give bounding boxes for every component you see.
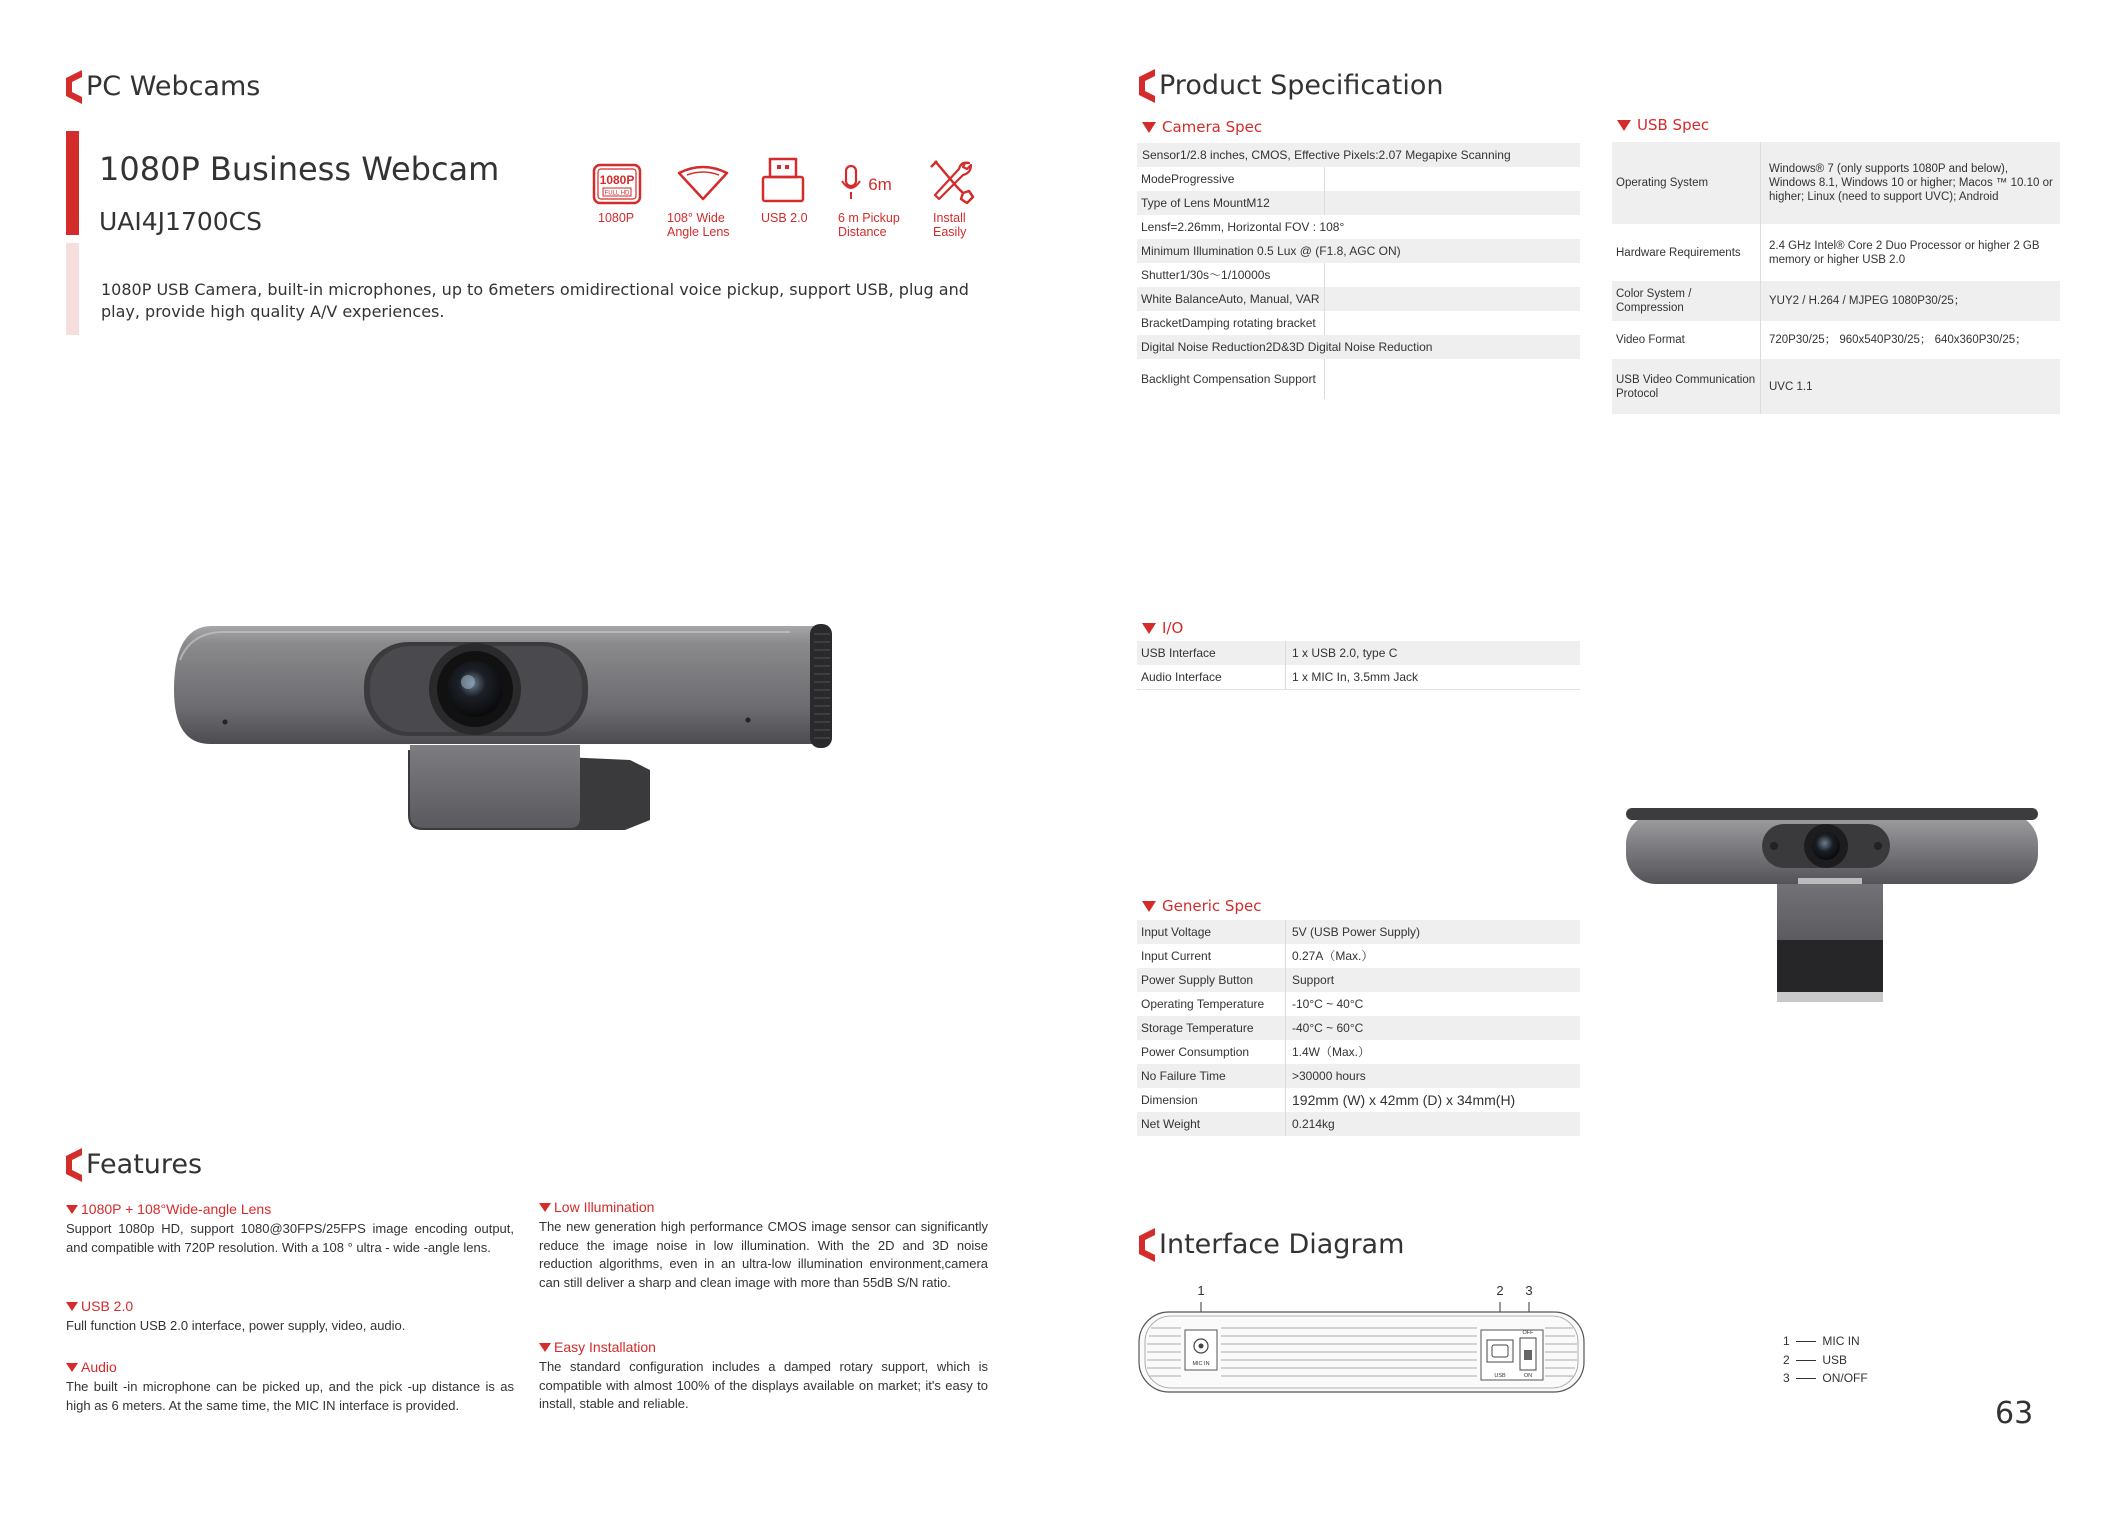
io-title: I/O bbox=[1142, 619, 1183, 637]
callout-number: 3 bbox=[1525, 1283, 1533, 1298]
table-row: Input Voltage 5V (USB Power Supply) bbox=[1137, 920, 1580, 944]
callout-number: 1 bbox=[1197, 1283, 1205, 1298]
badge-label-pickup: 6 m Pickup Distance bbox=[838, 211, 900, 239]
brand-logo-icon bbox=[62, 66, 84, 106]
camera-spec-title: Camera Spec bbox=[1142, 118, 1262, 136]
table-row: Input Current 0.27A（Max.） bbox=[1137, 944, 1580, 968]
table-row: ModeProgressive bbox=[1137, 167, 1580, 191]
usb-spec-title: USB Spec bbox=[1617, 116, 1709, 134]
camera-spec-table bbox=[1137, 143, 1580, 399]
section-title-product-spec: Product Specification bbox=[1135, 65, 1443, 105]
product-model: UAI4J1700CS bbox=[99, 207, 263, 236]
table-row: Digital Noise Reduction2D&3D Digital Noise Reduction bbox=[1137, 335, 1580, 359]
page-number: 63 bbox=[1995, 1396, 2034, 1431]
feature-text: The standard configuration includes a damped rotary support, which is compatible with almost 100% of the displays available on market; it's easy to install, stable and reliable. bbox=[539, 1359, 988, 1411]
table-row: Color System / Compression YUY2 / H.264 / MJPEG 1080P30/25； bbox=[1612, 281, 2060, 321]
table-row: No Failure Time >30000 hours bbox=[1137, 1064, 1580, 1088]
badge-label-install: Install Easily bbox=[933, 211, 967, 239]
usb-icon bbox=[758, 156, 808, 208]
feature-title: Low Illumination bbox=[539, 1199, 654, 1215]
svg-text:FULL HD: FULL HD bbox=[604, 190, 630, 197]
table-row: Operating System Windows® 7 (only supports 1080P and below), Windows 8.1, Windows 10 or higher; Macos ™ 10.10 or higher; Linux (need to support UVC); Android bbox=[1612, 142, 2060, 224]
generic-spec-table bbox=[1137, 920, 1580, 1136]
badge-label-usb: USB 2.0 bbox=[761, 211, 808, 225]
section-title-interface-diagram: Interface Diagram bbox=[1135, 1224, 1404, 1264]
feature-text: The new generation high performance CMOS image sensor can significantly reduce the image noise in low illumination. With the 2D and 3D noise reduction algorithms, even in an ultra-low illumination environment,camera can still deliver a sharp and clean image with more than 55dB S/N ratio. bbox=[539, 1219, 988, 1290]
diagram-legend bbox=[1783, 1332, 1868, 1388]
svg-text:6m: 6m bbox=[868, 175, 892, 194]
webcam-product-image bbox=[170, 620, 850, 844]
product-description: 1080P USB Camera, built-in microphones, up to 6meters omidirectional voice pickup, support USB, plug and play, provide high quality A/V experiences. bbox=[101, 280, 969, 321]
table-row: Type of Lens MountM12 bbox=[1137, 191, 1580, 215]
accent-bar-pale bbox=[66, 243, 79, 335]
section-title-pc-webcams: PC Webcams bbox=[62, 66, 260, 106]
feature-text: Support 1080p HD, support 1080@30FPS/25FPS image encoding output, and compatible with 720P resolution. With a 108 ° ultra - wide -angle lens. bbox=[66, 1221, 514, 1255]
feature-title: Audio bbox=[66, 1359, 117, 1375]
legend-item: 3 ON/OFF bbox=[1783, 1371, 1868, 1385]
brand-logo-icon bbox=[1135, 1224, 1157, 1264]
table-row: Hardware Requirements 2.4 GHz Intel® Core 2 Duo Processor or higher 2 GB memory or higher USB 2.0 bbox=[1612, 224, 2060, 281]
1080p-full-hd-icon bbox=[592, 163, 642, 209]
table-row: Audio Interface 1 x MIC In, 3.5mm Jack bbox=[1137, 665, 1580, 689]
diagram-port-label: OFF bbox=[1522, 1330, 1534, 1336]
table-row: Shutter1/30s～1/10000s bbox=[1137, 263, 1580, 287]
table-row: USB Interface 1 x USB 2.0, type C bbox=[1137, 641, 1580, 665]
feature-title: 1080P + 108°Wide-angle Lens bbox=[66, 1201, 271, 1217]
interface-diagram bbox=[1137, 1280, 1587, 1404]
microphone-icon bbox=[840, 163, 900, 209]
product-name: 1080P Business Webcam bbox=[99, 150, 500, 188]
callout-number: 2 bbox=[1496, 1283, 1504, 1298]
table-row: Net Weight 0.214kg bbox=[1137, 1112, 1580, 1136]
section-title-features: Features bbox=[62, 1144, 202, 1184]
table-row: Power Supply Button Support bbox=[1137, 968, 1580, 992]
table-row: BracketDamping rotating bracket bbox=[1137, 311, 1580, 335]
table-divider bbox=[1137, 689, 1580, 690]
wide-angle-icon bbox=[675, 163, 731, 209]
table-row: White BalanceAuto, Manual, VAR bbox=[1137, 287, 1580, 311]
accent-bar bbox=[66, 131, 79, 235]
tools-icon bbox=[927, 157, 977, 211]
svg-text:1080P: 1080P bbox=[599, 173, 635, 187]
feature-title: USB 2.0 bbox=[66, 1298, 133, 1314]
table-row: Lensf=2.26mm, Horizontal FOV : 108° bbox=[1141, 220, 1345, 234]
diagram-port-label: MIC IN bbox=[1192, 1361, 1210, 1367]
feature-title: Easy Installation bbox=[539, 1339, 656, 1355]
table-row: Sensor1/2.8 inches, CMOS, Effective Pixels:2.07 Megapixe Scanning bbox=[1137, 143, 1580, 167]
table-row: USB Video Communication Protocol UVC 1.1 bbox=[1612, 359, 2060, 414]
badge-label-wide-angle: 108° Wide Angle Lens bbox=[667, 211, 730, 239]
legend-item: 2 USB bbox=[1783, 1352, 1848, 1367]
webcam-front-image bbox=[1622, 806, 2042, 1014]
table-row: Operating Temperature -10°C ~ 40°C bbox=[1137, 992, 1580, 1016]
brand-logo-icon bbox=[1135, 65, 1157, 105]
diagram-port-label: USB bbox=[1494, 1373, 1506, 1379]
legend-item: 1 MIC IN bbox=[1783, 1334, 1860, 1348]
badge-label-1080p: 1080P bbox=[598, 211, 635, 225]
usb-spec-table bbox=[1612, 142, 2060, 414]
table-row: Storage Temperature -40°C ~ 60°C bbox=[1137, 1016, 1580, 1040]
feature-text: The built -in microphone can be picked up, and the pick -up distance is as high as 6 meters. At the same time, the MIC IN interface is provided. bbox=[66, 1379, 514, 1413]
diagram-port-label: ON bbox=[1523, 1373, 1533, 1379]
generic-spec-title: Generic Spec bbox=[1142, 897, 1261, 915]
table-row: Backlight Compensation Support bbox=[1137, 359, 1580, 399]
table-row: Minimum Illumination 0.5 Lux @ (F1.8, AGC ON) bbox=[1137, 239, 1580, 263]
table-row: Dimension 192mm (W) x 42mm (D) x 34mm(H) bbox=[1137, 1088, 1580, 1112]
brand-logo-icon bbox=[62, 1144, 84, 1184]
table-row: Video Format 720P30/25； 960x540P30/25； 640x360P30/25； bbox=[1612, 321, 2060, 359]
feature-text: Full function USB 2.0 interface, power supply, video, audio. bbox=[66, 1318, 406, 1333]
table-row: Power Consumption 1.4W（Max.） bbox=[1137, 1040, 1580, 1064]
io-table bbox=[1137, 641, 1580, 689]
